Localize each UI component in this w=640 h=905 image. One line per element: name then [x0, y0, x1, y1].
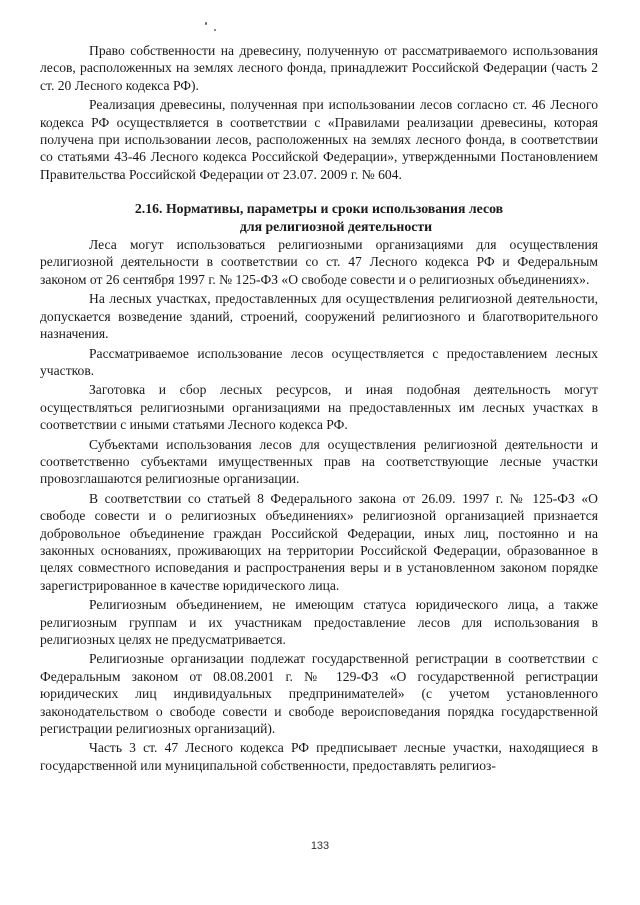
scan-speck — [205, 22, 207, 25]
paragraph: Рассматриваемое использование лесов осуществляется с предоставлением лесных участков. — [40, 345, 598, 378]
section-heading-line: 2.16. Нормативы, параметры и сроки использования лесов — [134, 201, 504, 217]
paragraph: Субъектами использования лесов для осуществления религиозной деятельности и соответственно субъектами имущественных прав на соответствующие лесные участки провозглашаются религиозные организации. — [40, 436, 598, 487]
paragraph: Часть 3 ст. 47 Лесного кодекса РФ предписывает лесные участки, находящиеся в государственной или муниципальной собственности, предоставлять религиоз- — [40, 740, 598, 773]
paragraph: Заготовка и сбор лесных ресурсов, и иная подобная деятельность могут осуществляться религиозными организациями на предоставленных им лесных участках в соответствии с иными статьями Лесного кодекса РФ. — [40, 382, 598, 433]
section-heading — [40, 200, 598, 235]
page-number: 133 — [310, 840, 330, 852]
paragraph: Реализация древесины, полученная при использовании лесов согласно ст. 46 Лесного кодекса РФ осуществляется в соответствии с «Правилами реализации древесины, которая получена при использовании лесов, расположенных на землях лесного фонда, в соответствии со статьями 43-46 Лесного кодекса Российской Федерации», утвержденными Постановлением Правительства Российской Федерации от 23.07. 2009 г. № 604. — [40, 97, 598, 182]
paragraph: На лесных участках, предоставленных для осуществления религиозной деятельности, допускается возведение зданий, строений, сооружений религиозного и благотворительного назначения. — [40, 291, 598, 342]
paragraph: Религиозные организации подлежат государственной регистрации в соответствии с Федеральным законом от 08.08.2001 г. № 129-ФЗ «О государственной регистрации юридических лиц индивидуальных предпринимателей» (с учетом установленного законодательством о свободе совести и свободе вероисповедания порядка государственной регистрации религиозных организаций). — [40, 651, 598, 737]
paragraph: Леса могут использоваться религиозными организациями для осуществления религиозной деятельности в соответствии со ст. 47 Лесного кодекса РФ и Федеральным законом от 26 сентября 1997 г. № 125-ФЗ «О свободе совести и о религиозных объединениях». — [40, 237, 598, 287]
document-page — [40, 40, 598, 774]
paragraph: Религиозным объединением, не имеющим статуса юридического лица, а также религиозным группам и их участникам предоставление лесов для использования в религиозных целях не предусматривается. — [40, 597, 598, 647]
paragraph: В соответствии со статьей 8 Федерального закона от 26.09. 1997 г. № 125-ФЗ «О свободе совести и о религиозных объединениях» религиозной организацией признается добровольное объединение граждан Российской Федерации, иных лиц, постоянно и на законных основаниях, проживающих на территории Российской Федерации, образованное в целях совместного исповедания и распространения веры и в установленном законом порядке зарегистрированное в качестве юридического лица. — [40, 490, 598, 593]
scan-speck — [214, 29, 216, 31]
paragraph: Право собственности на древесину, полученную от рассматриваемого использования лесов, расположенных на землях лесного фонда, принадлежит Российской Федерации (часть 2 ст. 20 Лесного кодекса РФ). — [40, 43, 598, 93]
section-heading-line: для религиозной деятельности — [239, 218, 433, 234]
